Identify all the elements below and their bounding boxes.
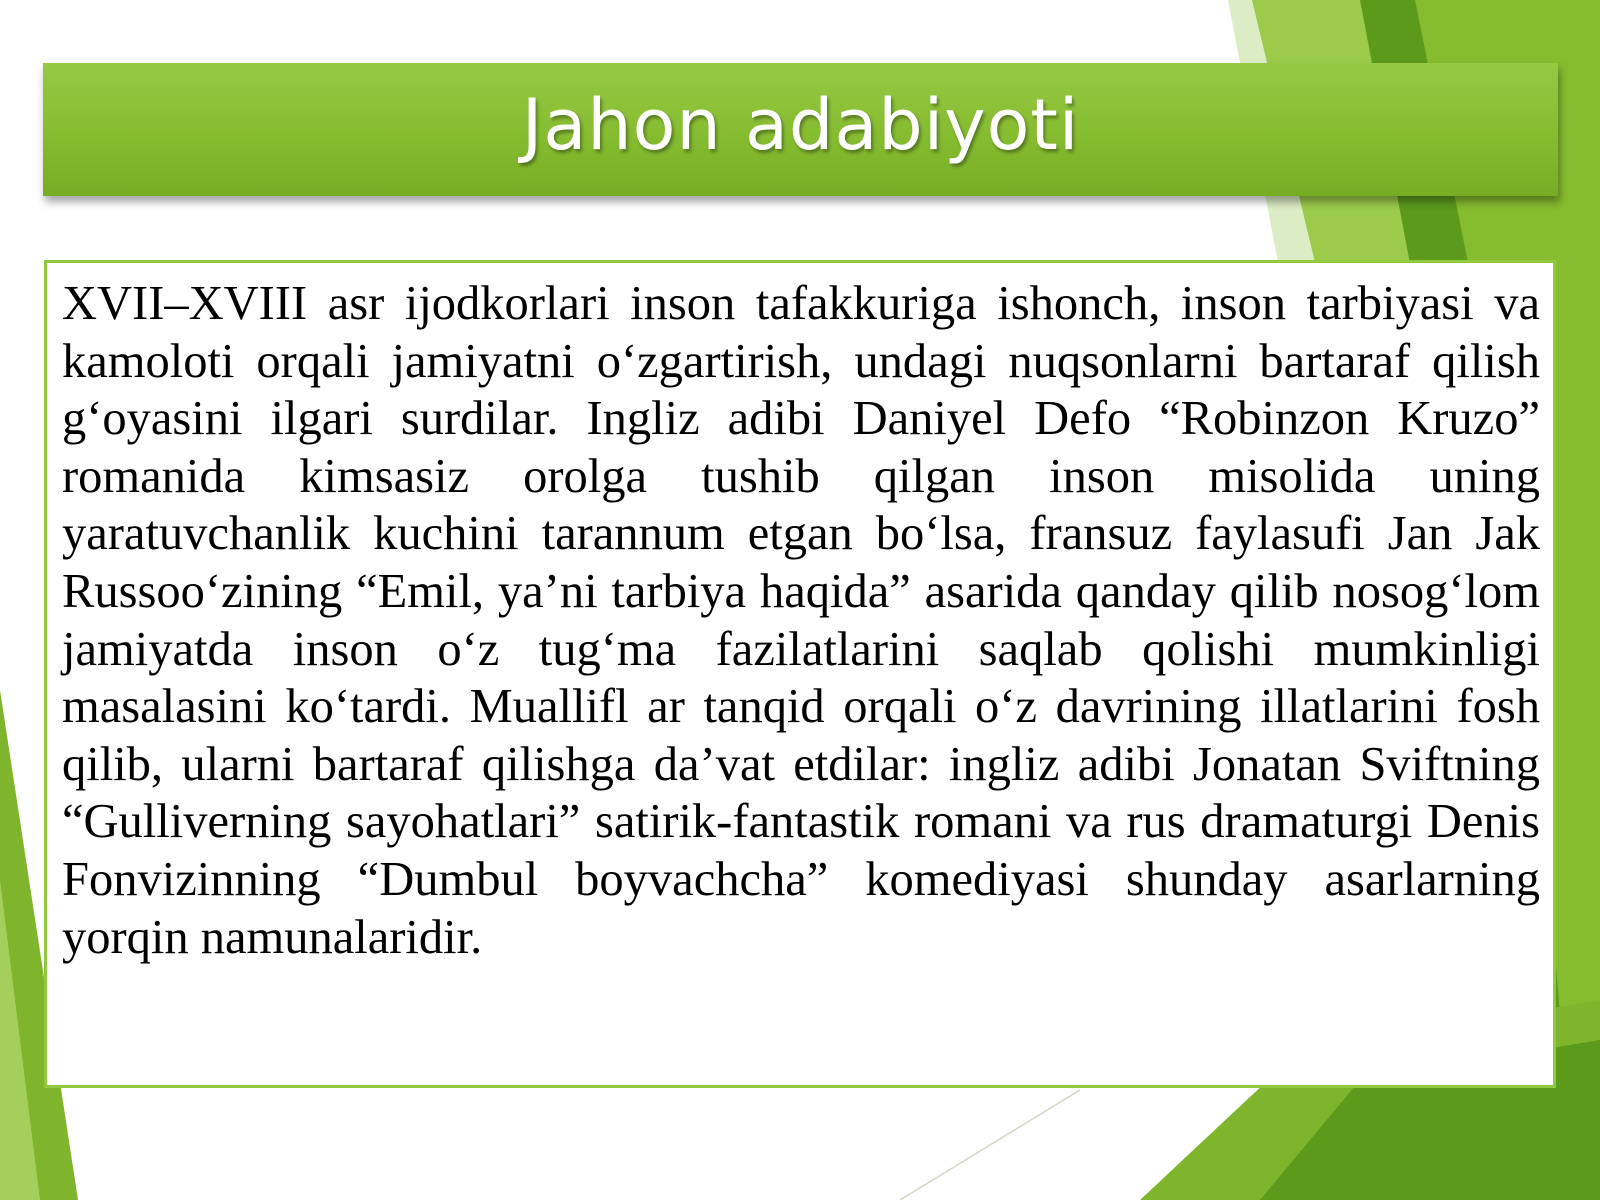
slide-title: Jahon adabiyoti — [521, 83, 1080, 166]
title-banner — [43, 63, 1558, 196]
body-paragraph: XVII–XVIII asr ijodkorlari inson tafakkuriga ishonch, inson tarbiyasi va kamoloti orqali jamiyatni o‘zgartirish, undagi nuqsonlarni bartaraf qilish g‘oyasini ilgari surdilar. Ingliz adibi Daniyel Defo “Robinzon Kruzo” romanida kimsasiz orolga tushib qilgan inson misolida uning yaratuvchanlik kuchini tarannum etgan bo‘lsa, fransuz faylasufi Jan Jak Russoo‘zining “Emil, ya’ni tarbiya haqida” asarida qanday qilib nosog‘lom jamiyatda inson o‘z tug‘ma fazilatlarini saqlab qolishi mumkinligi masalasini ko‘tardi. Muallifl ar tanqid orqali o‘z davrining illatlarini fosh qilib, ularni bartaraf qilishga da’vat etdilar: ingliz adibi Jonatan Sviftning “Gulliverning sayohatlari” satirik-fantastik romani va rus dramaturgi Denis Fonvizinning “Dumbul boyvachcha” komediyasi shunday asarlarning yorqin namunalaridir. — [62, 277, 1540, 964]
content-box — [44, 260, 1556, 1088]
bg-bottom-thin-line — [900, 1090, 1080, 1200]
